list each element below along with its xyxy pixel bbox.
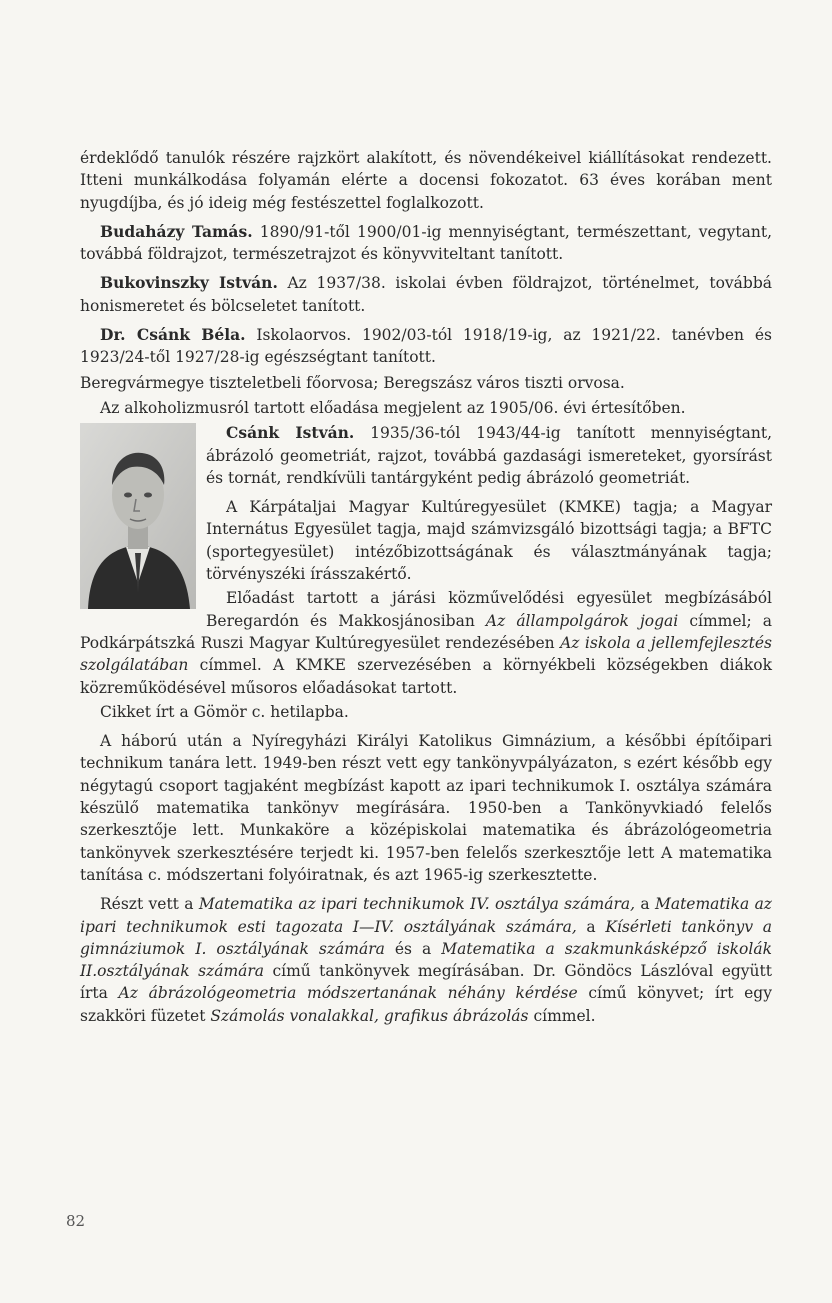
body-text bbox=[80, 147, 772, 1027]
paragraph-csank-bela-3: Az alkoholizmusról tartott előadása megjelent az 1905/06. évi értesítőben. bbox=[100, 398, 686, 417]
paragraph-reszt: Részt vett a Matematika az ipari technikumok IV. osztálya számára, a Matematika az ipari technikumok esti tagozata I—IV. osztályának számára, a Kísérleti tankönyv a gimnáziumok I. osztályának számára és a Matematika a szakmunkásképző iskolák II.osztályának számára című tankönyvek megírásában. Dr. Göndöcs Lászlóval együtt írta Az ábrázológeometria módszertanának néhány kérdése című könyvet; írt egy szakköri füzetet Számolás vonalakkal, grafikus ábrázolás címmel. bbox=[80, 895, 772, 1025]
title-italic: Az iskola a jellemfejlesztés szolgálatában bbox=[80, 633, 772, 675]
page-number: 82 bbox=[66, 1212, 86, 1230]
paragraph-kmke: A Kárpátaljai Magyar Kultúregyesület (KMKE) tagja; a Magyar Internátus Egyesület tagja, majd számvizsgáló bizottsági tagja; a BFTC (sportegyesület) intézőbizottságának és választmányának tagja; törvényszéki írásszakértő. bbox=[206, 498, 772, 584]
paragraph-intro: érdeklődő tanulók részére rajzkört alakított, és növendékeivel kiállításokat rendezett. Itteni munkálkodása folyamán elérte a docensi fokozatot. 63 éves korában ment nyugdíjba, és jó ideig még festészettel foglalkozott. bbox=[80, 149, 772, 212]
person-name: Csánk István. bbox=[226, 423, 355, 443]
person-name: Budaházy Tamás. bbox=[100, 221, 253, 241]
title-italic: Az állampolgárok jogai bbox=[485, 611, 679, 630]
paragraph-csank-bela-2: Beregvármegye tiszteletbeli főorvosa; Beregszász város tiszti orvosa. bbox=[80, 373, 625, 392]
paragraph-budahazy: Budaházy Tamás. 1890/91-től 1900/01-ig mennyiségtant, természettant, vegytant, továbbá földrajzot, természetrajzot és könyvviteltant tanított. bbox=[80, 221, 772, 264]
portrait-image bbox=[80, 423, 196, 609]
paragraph-eloadas: Előadást tartott a járási közművelődési egyesület megbízásából Beregardón és Makkosjánosiban Az állampolgárok jogai címmel; a Podkárpátszká Ruszi Magyar Kultúregyesület rendezésében Az iskola a jellemfejlesztés szolgálatában címmel. A KMKE szervezésében a környékbeli községekben diákok közreműködésével műsoros előadásokat tartott. bbox=[80, 589, 773, 697]
person-name: Dr. Csánk Béla. bbox=[100, 325, 246, 345]
paragraph-haboru: A háború után a Nyíregyházi Királyi Katolikus Gimnázium, a későbbi építőipari technikum tanára lett. 1949-ben részt vett egy tankönyvpályázaton, s ezért később egy négytagú csoport tagjaként megbízást kapott az ipari technikumok I. osztálya számára készülő matematika tankönyv megírására. 1950-ben a Tankönyvkiadó felelős szerkesztője lett. Munkaköre a középiskolai matematika és ábrázológeometria tankönyvek szerkesztésére terjedt ki. 1957-ben felelős szerkesztője lett A matematika tanítása c. módszertani folyóiratnak, és azt 1965-ig szerkesztette. bbox=[80, 732, 772, 884]
paragraph-gomor: Cikket írt a Gömör c. hetilapba. bbox=[100, 702, 349, 721]
paragraph-bukovinszky: Bukovinszky István. Az 1937/38. iskolai évben földrajzot, történelmet, továbbá honismeretet és bölcseletet tanított. bbox=[80, 273, 772, 315]
paragraph-csank-istvan: Csánk István. 1935/36-tól 1943/44-ig tanított mennyiségtant, ábrázoló geometriát, rajzot, továbbá gazdasági ismereteket, gyorsírást és tornát, rendkívüli tantárgyként pedig ábrázoló geometriát. bbox=[206, 423, 772, 487]
paragraph-csank-bela: Dr. Csánk Béla. Iskolaorvos. 1902/03-tól 1918/19-ig, az 1921/22. tanévben és 1923/24-től 1927/28-ig egészségtant tanított. bbox=[80, 325, 772, 367]
person-name: Bukovinszky István. bbox=[100, 273, 278, 293]
portrait-photo bbox=[80, 423, 196, 609]
